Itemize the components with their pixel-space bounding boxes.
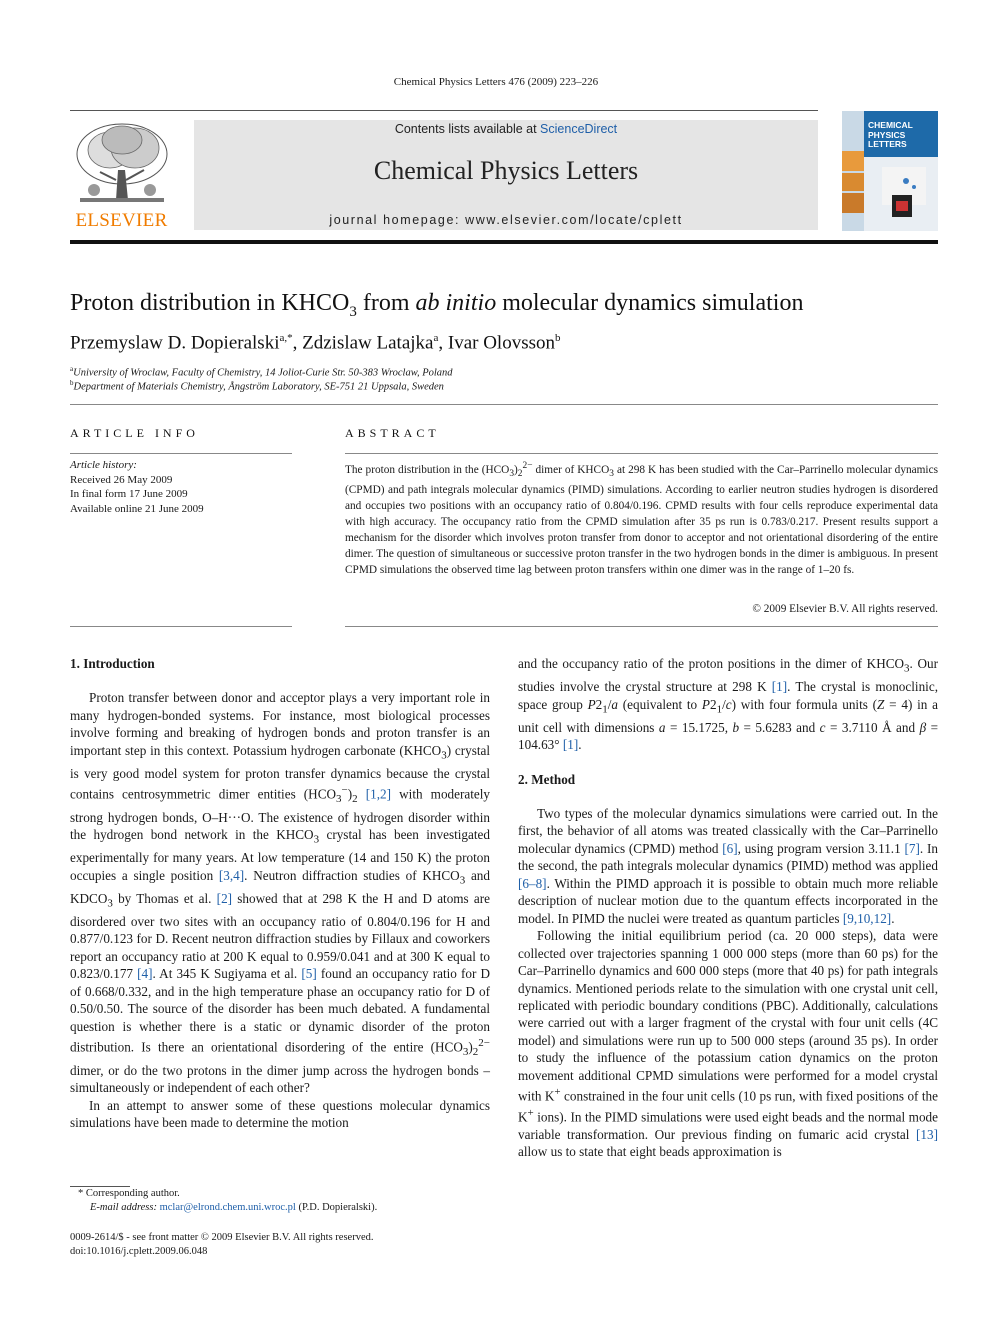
author-affiliation-mark[interactable]: a (433, 332, 439, 344)
contents-line (194, 122, 818, 136)
abstract-text: The proton distribution in the $(HCO_3)_2^{2-}$ dimer of $KHCO_3$ at 298 K has been studied with the Car–Parrinello molecular dynamics (CPMD) and path integrals molecular dynamics (PIMD) simulations. According to earlier neutron studies hydrogen is disordered and occupies two positions with an occupancy ratio of 0.804/0.196. CPMD results with four cells reproduce experimental data with high accuracy. The occupancy ratio from the CPMD simulation after 35 ps run is 0.783/0.217. Present results support a mechanism for the disorder which involves proton transfer from donor to acceptor and not orientational disordering of the entire dimer. The question of simultaneous or successive proton transfer in the two hydrogen bonds in the dimer is ambiguous. In present CPMD simulations the observed time lag between proton transfers within one dimer was in the range of 1–20 fs. (345, 461, 938, 577)
journal-homepage[interactable]: journal homepage: www.elsevier.com/locate/cplett (329, 213, 683, 227)
affiliation-text: University of Wroclaw, Faculty of Chemistry, 14 Joliot-Curie Str. 50-383 Wroclaw, Poland (73, 367, 453, 379)
citation-link[interactable]: [9,10,12] (842, 910, 892, 926)
cover-title (868, 121, 913, 150)
cover-title-line: PHYSICS (868, 129, 906, 140)
citation-link[interactable]: [5] (301, 966, 317, 982)
citation-link[interactable]: [1] (771, 679, 788, 695)
author-list: Przemyslaw D. Dopieralski$^{a,*}$, Zdzislaw Latajka$^a$, Ivar Olovsson$^b$ (70, 332, 561, 354)
abstract-rule (345, 626, 938, 627)
email-link[interactable]: mclar@elrond.chem.uni.wroc.pl (159, 1202, 296, 1213)
citation-link[interactable]: [13] (916, 1126, 938, 1142)
body-column-left (70, 655, 490, 1132)
email-label: E-mail address: (90, 1202, 157, 1213)
citation-link[interactable]: [3,4] (218, 867, 245, 883)
body-paragraph: Following the initial equilibrium period (ca. 20 000 steps), data were collected over trajectories spanning 1 000 000 steps (more than 60 ps) for the Car–Parrinello dynamics and 600 000 steps (more that 40 ps) for path integrals dynamics. Mentioned periods relate to the simulation with one crystal unit cell, replicated with periodic boundary conditions (PBC). Additionally, calculations were carried out with a larger fragment of the crystal with four unit cells (4C model) and simulations were run up to 500 000 steps (around 35 ps). In order to study the influence of the potassium cation dynamics on the proton movement additional CPMD simulations were performed for a model crystal with K+ constrained in the four unit cells (10 ps run, with fixed positions of the K+ ions). In the PIMD simulations were used eight beads and the normal mode variable transformation. Our previous finding on fumaric acid crystal [13] allow us to state that eight beads approximation is (518, 928, 938, 1160)
cover-title-line: CHEMICAL (868, 120, 913, 130)
body-paragraph: In an attempt to answer some of these questions molecular dynamics simulations have been made to determine the motion (70, 1097, 490, 1131)
sciencedirect-link[interactable]: ScienceDirect (540, 122, 618, 136)
abstract-rule (345, 453, 938, 454)
citation-link[interactable]: [1] (562, 737, 579, 753)
article-history (70, 458, 292, 516)
article-info-heading: ARTICLE INFO (70, 426, 199, 440)
elsevier-tree-icon (70, 120, 173, 212)
author-name[interactable]: Zdzislaw Latajka (302, 332, 434, 354)
citation-link[interactable]: [1,2] (365, 786, 392, 802)
citation-link[interactable]: [6] (722, 840, 738, 856)
author-name[interactable]: Przemyslaw D. Dopieralski (70, 332, 280, 354)
citation-link[interactable]: [4] (137, 966, 153, 982)
elsevier-logo[interactable] (70, 120, 173, 232)
abstract-heading: ABSTRACT (345, 426, 440, 440)
issn-line: 0009-2614/$ - see front matter © 2009 Elsevier B.V. All rights reserved. (70, 1232, 374, 1243)
elsevier-wordmark: ELSEVIER (75, 210, 168, 231)
affiliation-mark: a (70, 365, 74, 373)
contents-prefix: Contents lists available at (394, 122, 541, 136)
section-heading: 1. Introduction (70, 656, 155, 671)
citation-link[interactable]: [2] (216, 890, 233, 906)
affiliation (70, 379, 938, 393)
author-affiliation-mark[interactable]: a,* (279, 332, 293, 344)
header-rule (70, 110, 818, 111)
history-received: Received 26 May 2009 (70, 473, 173, 486)
author-name[interactable]: Ivar Olovsson (447, 332, 556, 354)
section-heading: 2. Method (518, 771, 576, 787)
history-label: Article history: (70, 459, 137, 471)
title-text: from (356, 290, 416, 316)
email-owner: (P.D. Dopieralski). (298, 1202, 378, 1213)
corresponding-label: Corresponding author. (85, 1188, 180, 1199)
header-thick-rule (70, 240, 938, 244)
history-online: Available online 21 June 2009 (70, 502, 204, 515)
author-affiliation-mark[interactable]: b (555, 332, 561, 344)
cover-title-line: LETTERS (868, 139, 907, 149)
section-rule (70, 404, 938, 405)
citation-link[interactable]: [7] (904, 840, 920, 856)
abstract-copyright: © 2009 Elsevier B.V. All rights reserved. (752, 603, 938, 615)
journal-reference: Chemical Physics Letters 476 (2009) 223–226 (393, 76, 599, 88)
affiliation-mark: b (70, 379, 74, 387)
body-paragraph: and the occupancy ratio of the proton positions in the dimer of $KHCO_3$. Our studies involve the crystal structure at 298 K [1]. The crystal is monoclinic, space group $P2_1/a$ (equivalent to $P2_1/c$) with four formula units (Z = 4) in a unit cell with dimensions a = 15.1725, b = 5.6283 and c = 3.7110 Å and β = 104.63° [1]. (518, 656, 939, 753)
affiliation-text: Department of Materials Chemistry, Ångström Laboratory, SE-751 21 Uppsala, Sweden (73, 381, 444, 393)
body-paragraph: Proton transfer between donor and acceptor plays a very important role in many hydrogen-bonded systems. For instance, most biological processes involve forming and breaking of hydrogen bonds and proton transfer is an important step in this context. Potassium hydrogen carbonate $(KHCO_3)$ crystal is very good model system for proton transfer dynamics because the crystal contains centrosymmetric dimer entities $(HCO_3^-)_2$ [1,2] with moderately strong hydrogen bonds, O–H···O. The existence of hydrogen disorder within the hydrogen bond network in the $KHCO_3$ crystal has been investigated experimentally for many years. At low temperature (14 and 150 K) the proton occupies a single position [3,4]. Neutron diffraction studies of $KHCO_3$ and $KDCO_3$ by Thomas et al. [2] showed that at 298 K the H and D atoms are disordered over two sites with an occupancy ratio of 0.804/0.196 for H and 0.877/0.123 for D. Recent neutron diffraction studies by Fillaux and coworkers report an occupancy ratio at 200 K equal to 0.959/0.041 and at 300 K equal to 0.823/0.177 [4]. At 345 K Sugiyama et al. [5] found an occupancy ratio for D of 0.668/0.332, and in the high temperature phase an occupancy ratio for D of 0.50/0.50. The source of the disorder has been much debated. A fundamental question is whether there is a static or dynamic disorder of the proton distribution. Is there an orientational disordering of the entire $(HCO_3)_2^{2-}$ dimer, or do the two protons in the dimer jump across the hydrogen bonds – simultaneously or independent of each other? (70, 690, 491, 1096)
corresponding-note: * Corresponding author. (78, 1188, 180, 1199)
footnote (78, 1187, 498, 1215)
history-revised: In final form 17 June 2009 (70, 488, 188, 500)
affiliation (70, 365, 938, 379)
email-note (78, 1201, 498, 1215)
bottom-matter (70, 1231, 490, 1259)
title-text: Proton distribution in KHCO (70, 290, 350, 316)
title-text: molecular dynamics simulation (496, 290, 804, 316)
title-subscript: 3 (349, 303, 357, 320)
citation-link[interactable]: [6–8] (518, 875, 547, 891)
article-title (70, 290, 938, 321)
journal-banner (194, 120, 818, 230)
journal-cover[interactable] (842, 111, 938, 231)
journal-name: Chemical Physics Letters (373, 156, 639, 185)
article-info-rule (70, 626, 292, 627)
article-info-rule (70, 453, 292, 454)
doi-line[interactable]: doi:10.1016/j.cplett.2009.06.048 (70, 1246, 208, 1257)
body-paragraph: Two types of the molecular dynamics simulations were carried out. In the first, the behavior of all atoms was treated classically with the Car–Parrinello molecular dynamics (CPMD) method [6], using program version 3.11.1 [7]. In the second, the path integrals molecular dynamics (PIMD) method was applied [6–8]. Within the PIMD approach it is possible to obtain much more reliable description of nuclear motion due to the quantum effects incorporated in the model. In PIMD the nuclei were treated as quantum particles [9,10,12]. (518, 806, 938, 926)
title-italic: ab initio (415, 290, 497, 316)
body-column-right (518, 655, 938, 1161)
